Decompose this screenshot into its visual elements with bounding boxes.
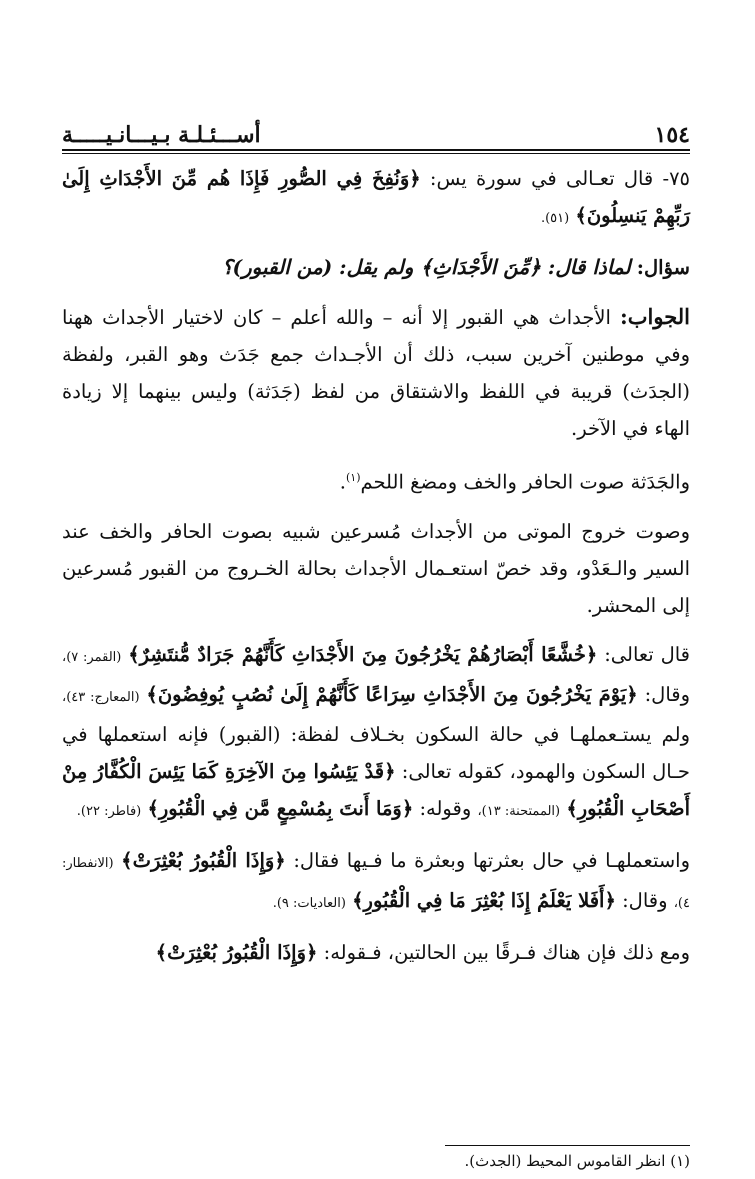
answer-paragraph xyxy=(62,298,690,447)
quran-verse-infitar: ﴿وَإِذَا الْقُبُورُ بُعْثِرَتْ﴾ xyxy=(121,848,286,872)
item-number: ٧٥- xyxy=(662,167,691,190)
verses-text: ولم يستـعملهـا في حالة السكون بخـلاف لفظة: (القبور) فإنه استعملها في حـال السكون والهمود، كقوله تعالى: xyxy=(62,722,690,783)
jadatha-text: والجَدَثة صوت الحافر والخف ومضغ اللحم xyxy=(360,470,690,494)
intro-text: قال تعـالى في سورة يس: xyxy=(429,167,654,190)
sound-text: وصوت خروج الموتى من الأجداث مُسرعين شبيه بصوت الحافر والخف عند السير والـعَدْو، وقد خصّ استعـمال الأجداث بحالة الخـروج من القبور مُسرعين إلى المحشر. xyxy=(62,519,690,617)
last-text: ومع ذلك فإن هناك فـرقًا بين الحالتين، فـقوله: xyxy=(323,940,690,964)
quran-verse-adiyat: ﴿أَفَلا يَعْلَمُ إِذَا بُعْثِرَ مَا فِي الْقُبُورِ﴾ xyxy=(352,888,616,912)
paragraph-jadatha xyxy=(62,459,690,501)
verse-reference: (٥١). xyxy=(540,211,570,226)
question-label: سؤال: xyxy=(636,256,690,279)
quran-verse-maarij: ﴿يَوْمَ يَخْرُجُونَ مِنَ الأَجْدَاثِ سِرَاعًا كَأَنَّهُمْ إِلَىٰ نُصُبٍ يُوفِضُونَ﴾ xyxy=(146,682,638,706)
footnote-rule xyxy=(445,1145,690,1146)
answer-text: الأجداث هي القبور إلا أنه – والله أعلم – كان لاختيار الأجداث ههنا وفي موطنين آخرين سبب، ذلك أن الأجـداث جمع جَدَث وهو القبر، ولفظة (الجدَث) قريبة في اللفظ والاشتقاق من لفظ (جَدَثة) وليس بينهما إلا زيادة الهاء في الآخر. xyxy=(62,306,690,440)
header-rule xyxy=(62,149,690,151)
running-title: أســـئـلـة بـيـــانـيـــــة xyxy=(62,122,261,148)
quran-verse-fatir: ﴿وَمَا أَنتَ بِمُسْمِعٍ مَّن فِي الْقُبُورِ﴾ xyxy=(147,796,414,820)
verses-intro-1: قال تعالى: xyxy=(604,642,691,666)
paragraph-sound xyxy=(62,513,690,624)
question-paragraph xyxy=(62,249,690,286)
quran-verse: ﴿وَنُفِخَ فِي الصُّورِ فَإِذَا هُم مِّنَ الأَجْدَاثِ إِلَىٰ رَبِّهِمْ يَنسِلُونَ﴾ xyxy=(62,167,690,227)
paragraph-75 xyxy=(62,160,690,237)
header-rule-thin xyxy=(62,153,690,154)
verse-reference-infitar: (الانفطار: ٤)، xyxy=(62,855,690,911)
quran-verse-mumtahana: ﴿قَدْ يَئِسُوا مِنَ الآخِرَةِ كَمَا يَئِسَ الْكُفَّارُ مِنْ أَصْحَابِ الْقُبُورِ﴾ xyxy=(62,759,690,820)
verse-reference-fatir: (فاطر: ٢٢). xyxy=(76,803,142,819)
verse-reference-maarij: (المعارج: ٤٣)، xyxy=(62,689,140,705)
bathara-text: واستعملهـا في حال بعثرتها وبعثرة ما فـيها فقال: xyxy=(293,848,691,872)
answer-label: الجواب: xyxy=(620,304,690,329)
bathara-intro-2: وقال: xyxy=(622,888,668,912)
quran-verse-qamar: ﴿خُشَّعًا أَبْصَارُهُمْ يَخْرُجُونَ مِنَ الأَجْدَاثِ كَأَنَّهُمْ جَرَادٌ مُّنتَشِرٌ﴾ xyxy=(128,642,598,666)
verses-intro-2: وقال: xyxy=(644,682,690,706)
paragraph-verses xyxy=(62,636,690,830)
verse-reference-adiyat: (العاديات: ٩). xyxy=(272,895,346,911)
footnote-text: انظر القاموس المحيط (الجدث). xyxy=(464,1152,666,1170)
verse-reference-qamar: (القمر: ٧)، xyxy=(62,649,122,665)
jadatha-end: . xyxy=(339,470,346,494)
verses-intro-4: وقوله: xyxy=(419,796,472,820)
verse-reference-mumtahana: (الممتحنة: ١٣)، xyxy=(477,803,561,819)
paragraph-bathara xyxy=(62,842,690,922)
page-number: ١٥٤ xyxy=(654,122,690,148)
quran-verse-last: ﴿وَإِذَا الْقُبُورُ بُعْثِرَتْ﴾ xyxy=(155,940,318,964)
footnote-mark: (١) xyxy=(670,1152,690,1170)
footnote xyxy=(70,1150,690,1172)
main-text xyxy=(62,160,690,983)
page-header xyxy=(62,112,690,148)
footnote-ref: (١) xyxy=(345,471,361,484)
paragraph-last xyxy=(62,934,690,971)
question-text: لماذا قال: ﴿مِّنَ الأَجْدَاثِ﴾ ولم يقل: (من القبور)؟ xyxy=(221,255,631,279)
